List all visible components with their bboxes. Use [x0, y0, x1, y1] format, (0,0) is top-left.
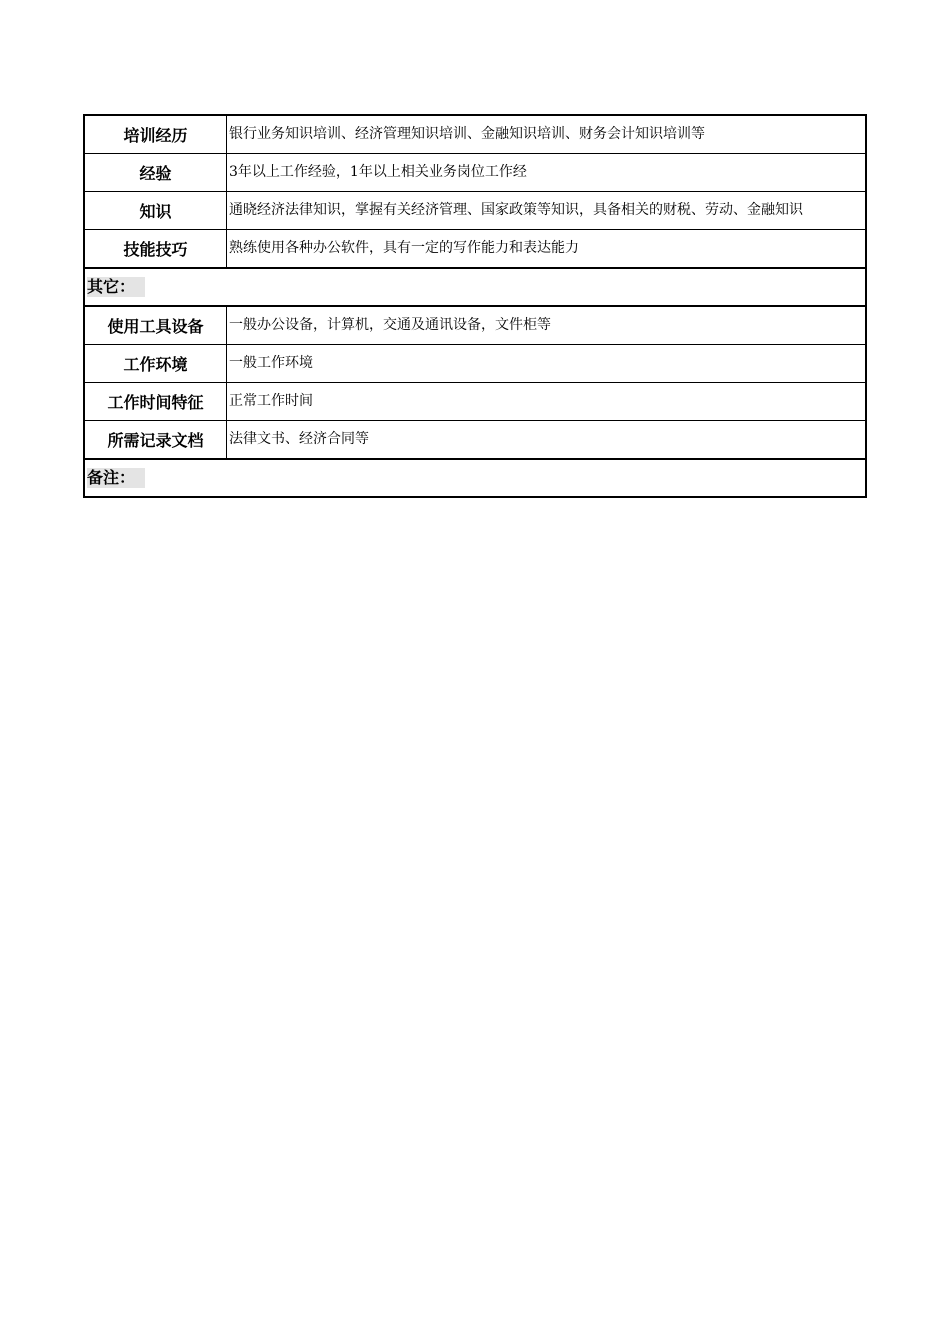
row-value: 3年以上工作经验，1年以上相关业务岗位工作经	[227, 154, 867, 192]
row-label: 培训经历	[84, 115, 227, 154]
row-value: 熟练使用各种办公软件，具有一定的写作能力和表达能力	[227, 230, 867, 269]
table-row-skills	[84, 230, 866, 269]
row-value: 银行业务知识培训、经济管理知识培训、金融知识培训、财务会计知识培训等	[227, 115, 867, 154]
row-label: 使用工具设备	[84, 306, 227, 345]
row-value: 正常工作时间	[227, 383, 867, 421]
section-label: 其它：	[87, 277, 145, 297]
section-label: 备注：	[87, 468, 145, 488]
row-label: 技能技巧	[84, 230, 227, 269]
section-header-notes	[84, 459, 866, 497]
row-label: 所需记录文档	[84, 421, 227, 460]
table-row-training	[84, 115, 866, 154]
row-value: 一般办公设备，计算机，交通及通讯设备，文件柜等	[227, 306, 867, 345]
row-label: 知识	[84, 192, 227, 230]
row-value: 法律文书、经济合同等	[227, 421, 867, 460]
job-description-table	[83, 114, 867, 498]
table-row-environment	[84, 345, 866, 383]
table-row-knowledge	[84, 192, 866, 230]
section-header-other	[84, 268, 866, 306]
row-label: 工作环境	[84, 345, 227, 383]
section-row-other	[84, 268, 866, 306]
section-row-notes	[84, 459, 866, 497]
row-label: 经验	[84, 154, 227, 192]
table-row-documents	[84, 421, 866, 460]
table-row-work-hours	[84, 383, 866, 421]
table-row-tools	[84, 306, 866, 345]
row-value: 一般工作环境	[227, 345, 867, 383]
table-row-experience	[84, 154, 866, 192]
row-label: 工作时间特征	[84, 383, 227, 421]
row-value: 通晓经济法律知识，掌握有关经济管理、国家政策等知识，具备相关的财税、劳动、金融知识	[227, 192, 867, 230]
